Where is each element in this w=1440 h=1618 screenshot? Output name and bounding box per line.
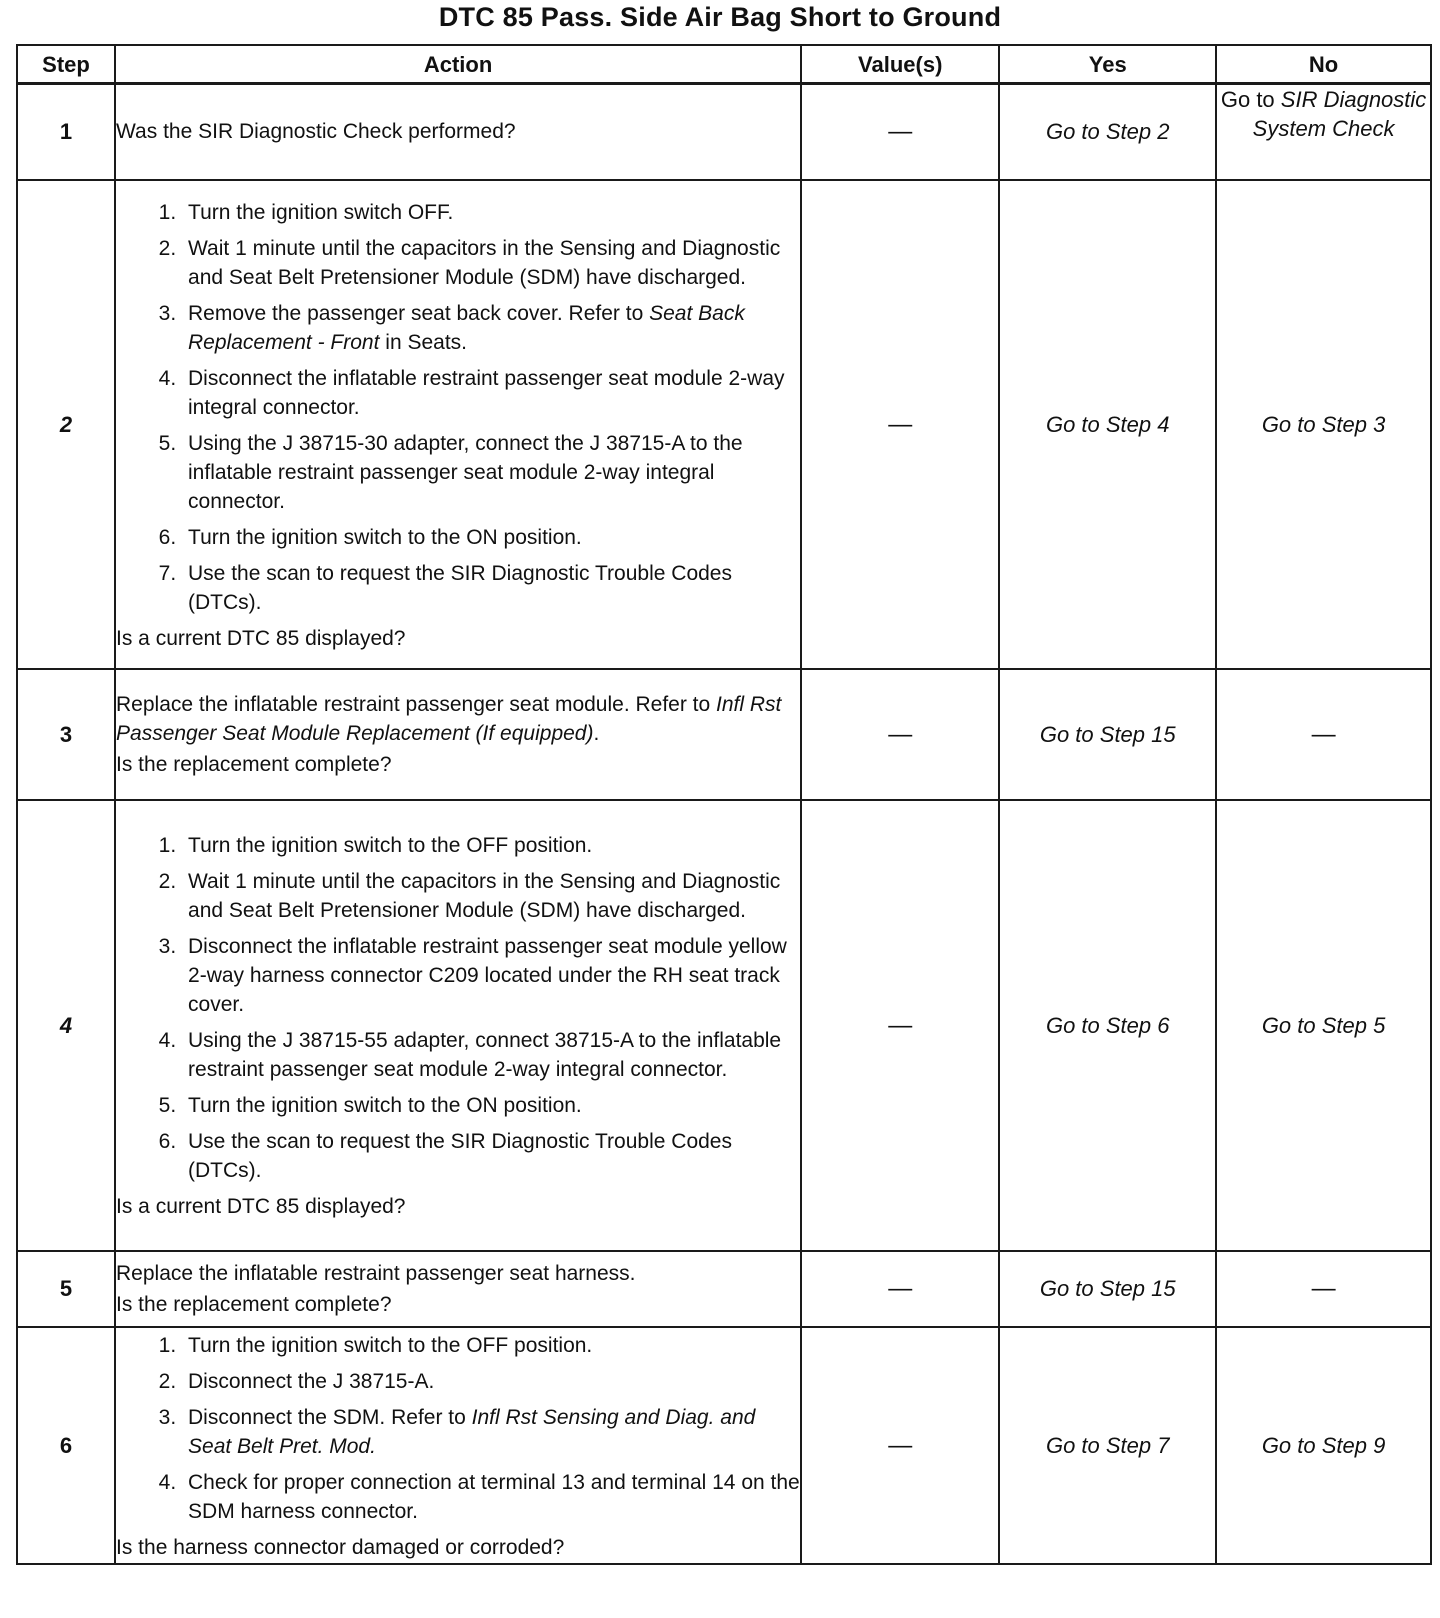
list-item-text: Turn the ignition switch OFF. [188, 200, 454, 224]
reference-text: Seat Back Replacement - Front [188, 301, 745, 354]
list-item [182, 429, 800, 516]
table-header-row [17, 45, 1431, 84]
list-item [182, 1127, 800, 1185]
table-row [17, 1327, 1431, 1564]
action-question: Is a current DTC 85 displayed? [116, 1195, 406, 1218]
action-text: Was the SIR Diagnostic Check performed? [116, 120, 516, 144]
reference-text: SIR Diagnostic System Check [1252, 87, 1427, 141]
yes-cell: Go to Step 15 [999, 669, 1216, 800]
action-paragraph [116, 117, 800, 146]
list-item-text: Turn the ignition switch to the OFF position. [188, 1333, 593, 1357]
action-cell [115, 800, 801, 1251]
list-item-text: Remove the passenger seat back cover. Refer to [188, 301, 650, 325]
action-question: Is the replacement complete? [116, 752, 392, 776]
list-item [182, 867, 800, 925]
action-cell [115, 669, 801, 800]
list-item [182, 364, 800, 422]
header-step: Step [17, 45, 115, 84]
reference-text: Infl Rst Sensing and Diag. and Seat Belt Pret. Mod. [188, 1405, 756, 1458]
no-text: Go to Step 3 [1261, 411, 1386, 437]
header-action: Action [115, 45, 801, 84]
action-question: Is the harness connector damaged or corroded? [116, 1535, 565, 1559]
header-yes: Yes [999, 45, 1216, 84]
diagnostic-table [16, 44, 1432, 1565]
table-row [17, 800, 1431, 1251]
no-text: — [1311, 720, 1336, 748]
table-row [17, 180, 1431, 669]
list-item-text: Wait 1 minute until the capacitors in the Sensing and Diagnostic and Seat Belt Pretensioner Module (SDM) have discharged. [188, 236, 781, 289]
step-number: 4 [17, 800, 115, 1251]
action-cell [115, 1251, 801, 1327]
table-row [17, 84, 1431, 180]
list-item-text: Use the scan to request the SIR Diagnostic Trouble Codes (DTCs). [188, 561, 732, 614]
no-text: Go to [1220, 87, 1281, 112]
no-cell [1216, 1251, 1431, 1327]
reference-text: Infl Rst Passenger Seat Module Replacement (If equipped) [116, 692, 782, 745]
no-cell [1216, 180, 1431, 669]
no-cell [1216, 84, 1431, 180]
action-steps-list [116, 1331, 800, 1526]
header-no: No [1216, 45, 1431, 84]
action-paragraph [116, 1259, 800, 1288]
step-number: 5 [17, 1251, 115, 1327]
table-row [17, 669, 1431, 800]
step-number: 6 [17, 1327, 115, 1564]
list-item [182, 932, 800, 1019]
list-item [182, 523, 800, 552]
list-item-text: Disconnect the SDM. Refer to [188, 1405, 472, 1429]
yes-cell: Go to Step 2 [999, 84, 1216, 180]
action-cell [115, 84, 801, 180]
list-item-text: Turn the ignition switch to the OFF position. [188, 834, 593, 857]
yes-cell: Go to Step 7 [999, 1327, 1216, 1564]
list-item-text: Disconnect the J 38715-A. [188, 1369, 435, 1393]
page-title: DTC 85 Pass. Side Air Bag Short to Ground [438, 2, 1002, 32]
step-number: 3 [17, 669, 115, 800]
action-text: . [593, 721, 600, 745]
value-cell: — [801, 180, 999, 669]
list-item [182, 1403, 800, 1461]
yes-cell: Go to Step 15 [999, 1251, 1216, 1327]
list-item [182, 198, 800, 227]
list-item [182, 1091, 800, 1120]
list-item [182, 234, 800, 292]
action-steps-list [116, 198, 800, 617]
action-cell [115, 1327, 801, 1564]
list-item-text: Disconnect the inflatable restraint passenger seat module yellow 2-way harness connector C209 located under the RH seat track cover. [188, 935, 787, 1016]
yes-cell: Go to Step 4 [999, 180, 1216, 669]
list-item [182, 1331, 800, 1360]
value-cell: — [801, 84, 999, 180]
action-question: Is a current DTC 85 displayed? [116, 626, 406, 650]
value-cell: — [801, 1251, 999, 1327]
list-item-text: Using the J 38715-55 adapter, connect 38715-A to the inflatable restraint passenger seat module 2-way integral connector. [188, 1029, 782, 1081]
action-question: Is the replacement complete? [116, 1292, 392, 1316]
step-number: 1 [17, 84, 115, 180]
no-text: Go to Step 9 [1261, 1432, 1386, 1458]
action-text: Replace the inflatable restraint passenger seat harness. [116, 1261, 636, 1285]
list-item-text: Using the J 38715-30 adapter, connect the J 38715-A to the inflatable restraint passenger seat module 2-way integral connector. [188, 431, 743, 513]
list-item [182, 299, 800, 357]
list-item-text: Use the scan to request the SIR Diagnostic Trouble Codes (DTCs). [188, 1130, 732, 1182]
no-cell [1216, 669, 1431, 800]
table-body [17, 84, 1431, 1564]
value-cell: — [801, 800, 999, 1251]
list-item [182, 831, 800, 860]
list-item-text: Turn the ignition switch to the ON position. [188, 1094, 582, 1117]
list-item [182, 1468, 800, 1526]
action-steps-list [116, 831, 800, 1185]
no-text: Go to Step 5 [1261, 1012, 1386, 1038]
no-cell [1216, 800, 1431, 1251]
no-text: — [1311, 1275, 1336, 1302]
list-item-text: in Seats. [379, 330, 467, 354]
yes-cell: Go to Step 6 [999, 800, 1216, 1251]
action-cell [115, 180, 801, 669]
value-cell: — [801, 669, 999, 800]
header-values: Value(s) [801, 45, 999, 84]
step-number: 2 [17, 180, 115, 669]
list-item [182, 1026, 800, 1084]
table-row [17, 1251, 1431, 1327]
list-item [182, 1367, 800, 1396]
list-item [182, 559, 800, 617]
action-text: Replace the inflatable restraint passenger seat module. Refer to [116, 692, 717, 716]
list-item-text: Wait 1 minute until the capacitors in the Sensing and Diagnostic and Seat Belt Pretensioner Module (SDM) have discharged. [188, 870, 781, 922]
list-item-text: Check for proper connection at terminal 13 and terminal 14 on the SDM harness connector. [188, 1470, 800, 1523]
list-item-text: Disconnect the inflatable restraint passenger seat module 2-way integral connector. [188, 366, 785, 419]
value-cell: — [801, 1327, 999, 1564]
list-item-text: Turn the ignition switch to the ON position. [188, 525, 582, 549]
no-cell [1216, 1327, 1431, 1564]
action-paragraph [116, 690, 800, 748]
